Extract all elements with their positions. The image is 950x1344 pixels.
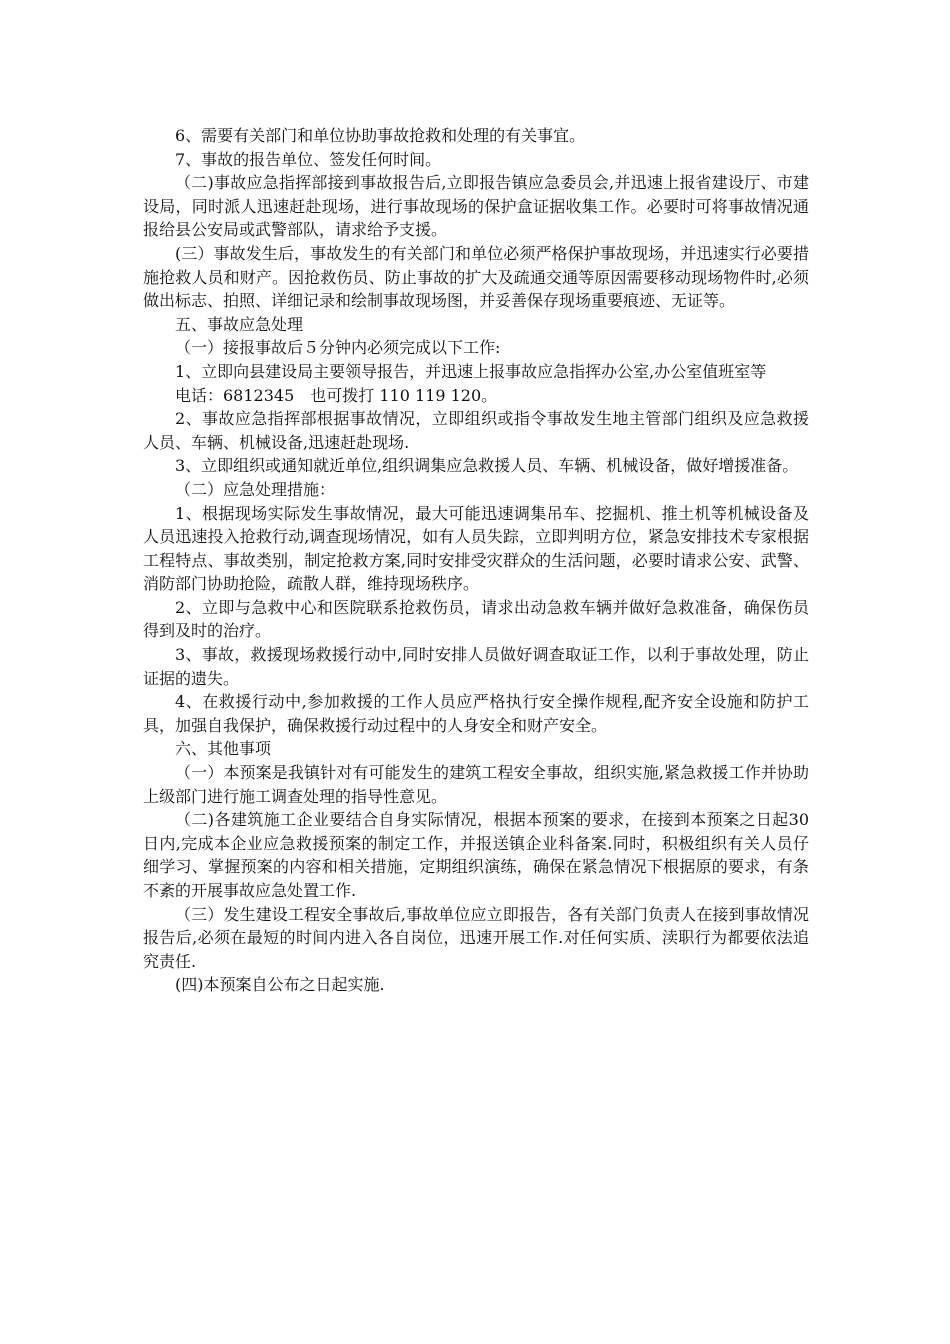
paragraph-section-3-scene: (三）事故发生后，事故发生的有关部门和单位必须严格保护事故现场，并迅速实行必要措施抢救人员和财产。因抢救伤员、防止事故的扩大及疏通交通等原因需要移动现场物件时,必须做出标志、拍照、详细记录和绘制事故现场图，并妥善保存现场重要痕迹、无证等。 — [143, 243, 809, 311]
paragraph-5-2-item-2: 2、立即与急救中心和医院联系抢救伤员，请求出动急救车辆并做好急救准备，确保伤员得到及时的治疗。 — [143, 597, 809, 641]
paragraph-6-3: （三）发生建设工程安全事故后,事故单位应立即报告，各有关部门负责人在接到事故情况报告后,必须在最短的时间内进入各自岗位，迅速开展工作.对任何实质、渎职行为都要依法追究责任. — [143, 904, 809, 971]
paragraph-5-2-item-1: 1、根据现场实际发生事故情况，最大可能迅速调集吊车、挖掘机、推土机等机械设备及人员迅速投入抢救行动,调查现场情况，如有人员失踪，立即判明方位，紧急安排技术专家根据工程特点、事故类别，制定抢救方案,同时安排受灾群众的生活问题，必要时请求公安、武警、消防部门协助抢险，疏散人群，维持现场秩序。 — [143, 503, 809, 594]
paragraph-item-7: 7、事故的报告单位、签发任何时间。 — [175, 149, 442, 169]
paragraph-5-1-item-3: 3、立即组织或通知就近单位,组织调集应急救援人员、车辆、机械设备，做好增援准备。 — [175, 456, 799, 476]
paragraph-5-1-item-2: 2、事故应急指挥部根据事故情况，立即组织或指令事故发生地主管部门组织及应急救援人员、车辆、机械设备,迅速赶赴现场. — [143, 409, 809, 452]
paragraph-section-2-report: （二)事故应急指挥部接到事故报告后,立即报告镇应急委员会,并迅速上报省建设厅、市建设局，同时派人迅速赶赴现场，进行事故现场的保护盒证据收集工作。必要时可将事故情况通报给县公安局或武警部队，请求给予支援。 — [143, 173, 809, 240]
paragraph-phone: 电话：6812345 也可拨打 110 119 120。 — [175, 385, 498, 405]
paragraph-item-6: 6、需要有关部门和单位协助事故抢救和处理的有关事宜。 — [175, 126, 586, 145]
heading-section-6: 六、其他事项 — [175, 739, 272, 759]
subheading-5-1: （一）接报事故后５分钟内必须完成以下工作: — [175, 338, 501, 358]
paragraph-6-1: （一）本预案是我镇针对有可能发生的建筑工程安全事故，组织实施,紧急救援工作并协助上级部门进行施工调查处理的指导性意见。 — [143, 763, 809, 806]
paragraph-5-1-item-1: 1、立即向县建设局主要领导报告，并迅速上报事故应急指挥办公室,办公室值班室等 — [175, 361, 767, 381]
paragraph-6-2: （二)各建筑施工企业要结合自身实际情况，根据本预案的要求，在接到本预案之日起30日内,完成本企业应急救援预案的制定工作，并报送镇企业科备案.同时，积极组织有关人员仔细学习、掌握预案的内容和相关措施，定期组织演练，确保在紧急情况下根据原的要求，有条不紊的开展事故应急处置工作. — [143, 810, 809, 900]
document-body — [143, 124, 809, 997]
paragraph-5-2-item-3: 3、事故，救援现场救援行动中,同时安排人员做好调查取证工作，以利于事故处理，防止证据的遗失。 — [143, 645, 809, 688]
heading-section-5: 五、事故应急处理 — [175, 314, 304, 334]
subheading-5-2: （二）应急处理措施： — [175, 479, 336, 499]
paragraph-6-4: (四)本预案自公布之日起实施. — [175, 975, 385, 995]
paragraph-5-2-item-4: 4、在救援行动中,参加救援的工作人员应严格执行安全操作规程,配齐安全设施和防护工具，加强自我保护，确保救援行动过程中的人身安全和财产安全。 — [143, 692, 809, 735]
